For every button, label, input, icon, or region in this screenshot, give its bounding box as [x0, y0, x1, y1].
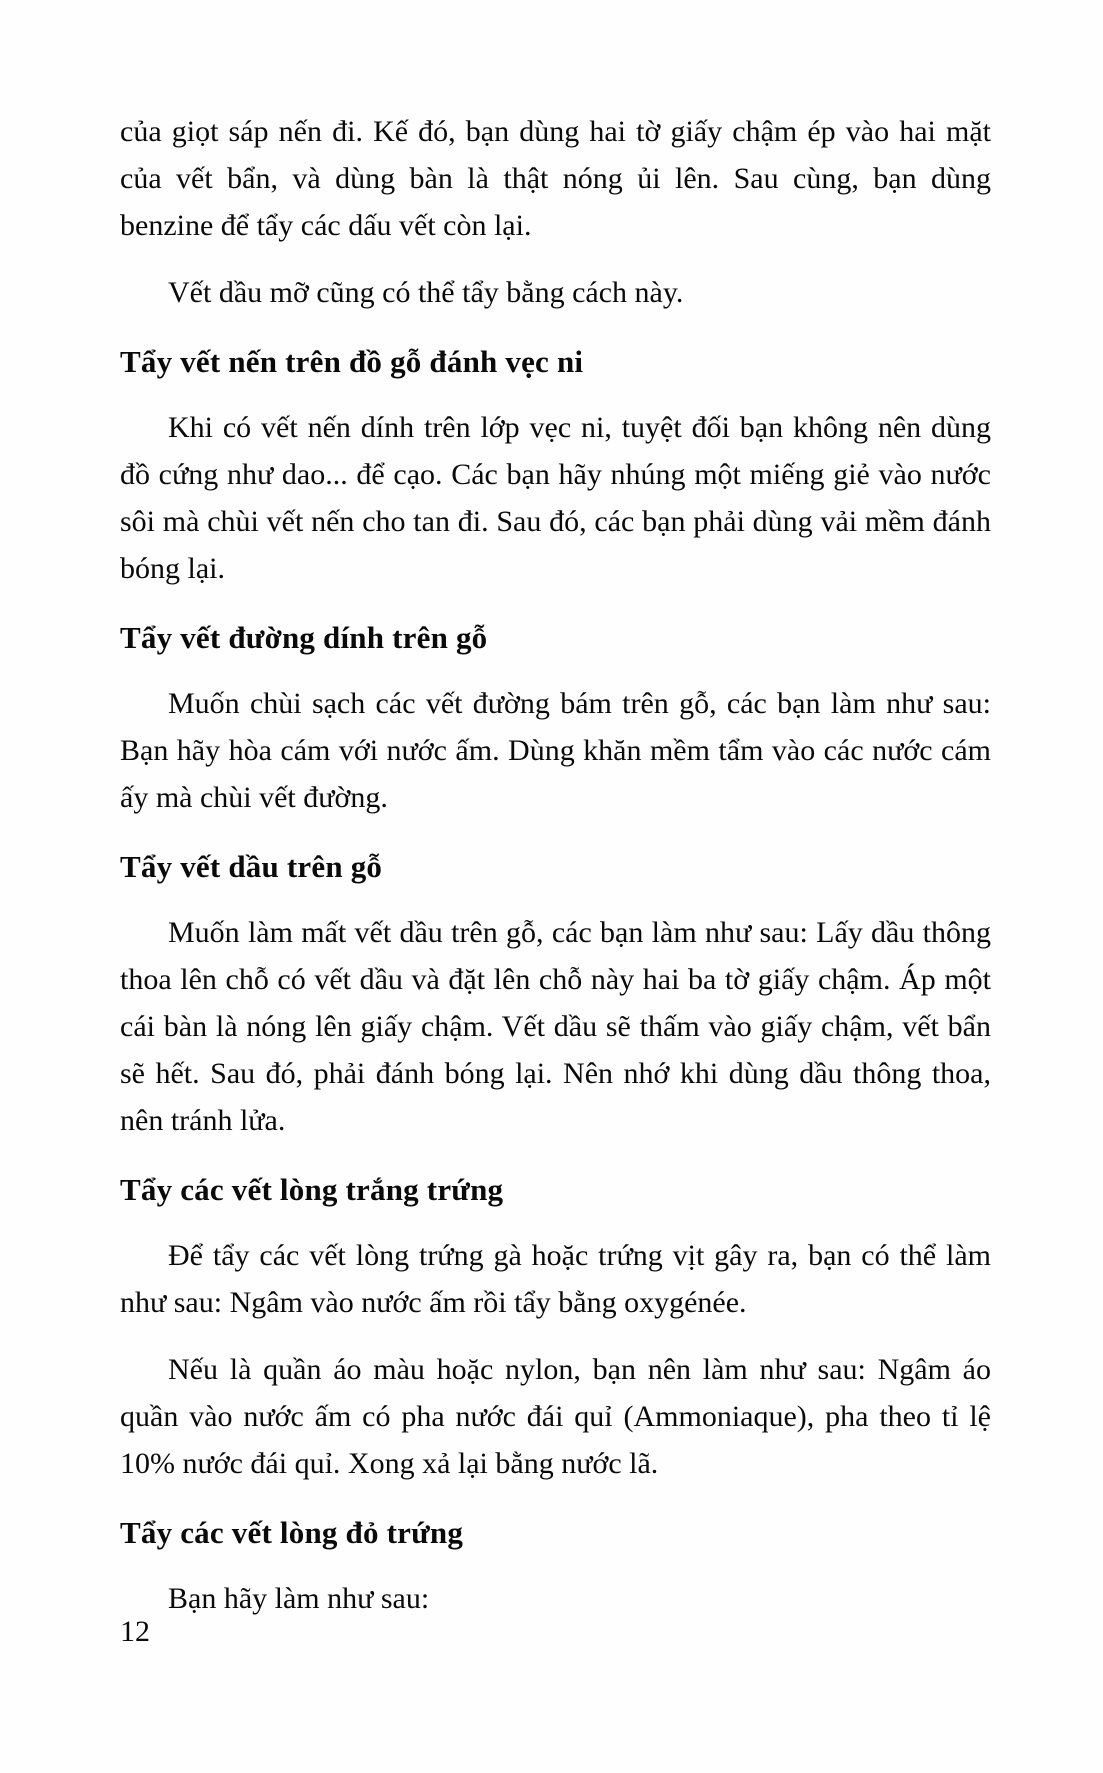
heading-tay-vet-dau-tren-go: Tẩy vết dầu trên gỗ — [120, 849, 383, 884]
page-number: 12 — [120, 1615, 150, 1648]
paragraph-egg-yolk-intro: Bạn hãy làm như sau: — [168, 1582, 430, 1615]
heading-tay-cac-vet-long-trang-trung: Tẩy các vết lòng trắng trứng — [120, 1172, 504, 1207]
paragraph-egg-white-stain: Để tẩy các vết lòng trứng gà hoặc trứng vịt gây ra, bạn có thể làm như sau: Ngâm vào nước ấm rồi tẩy bằng oxygénée. — [120, 1239, 991, 1319]
paragraph-candle-wax-continuation: của giọt sáp nến đi. Kế đó, bạn dùng hai tờ giấy chậm ép vào hai mặt của vết bẩn, và dùng bàn là thật nóng ủi lên. Sau cùng, bạn dùng benzine để tẩy các dấu vết còn lại. — [120, 115, 991, 242]
paragraph-grease-stain-note: Vết dầu mỡ cũng có thể tẩy bằng cách này. — [168, 276, 684, 309]
paragraph-candle-on-varnish: Khi có vết nến dính trên lớp vẹc ni, tuyệt đối bạn không nên dùng đồ cứng như dao... để cạo. Các bạn hãy nhúng một miếng giẻ vào nước sôi mà chùi vết nến cho tan đi. Sau đó, các bạn phải dùng vải mềm đánh bóng lại. — [120, 411, 991, 585]
heading-tay-vet-nen-tren-do-go: Tẩy vết nến trên đồ gỗ đánh vẹc ni — [120, 344, 584, 379]
paragraph-colored-nylon-clothes: Nếu là quần áo màu hoặc nylon, bạn nên làm như sau: Ngâm áo quần vào nước ấm có pha nước đái quỉ (Ammoniaque), pha theo tỉ lệ 10% nước đái quỉ. Xong xả lại bằng nước lã. — [120, 1353, 991, 1480]
heading-tay-cac-vet-long-do-trung: Tẩy các vết lòng đỏ trứng — [120, 1515, 464, 1550]
heading-tay-vet-duong-dinh-tren-go: Tẩy vết đường dính trên gỗ — [120, 620, 488, 655]
paragraph-sugar-stain-on-wood: Muốn chùi sạch các vết đường bám trên gỗ, các bạn làm như sau: Bạn hãy hòa cám với nước ấm. Dùng khăn mềm tẩm vào các nước cám ấy mà chùi vết đường. — [120, 687, 991, 814]
paragraph-oil-stain-on-wood: Muốn làm mất vết dầu trên gỗ, các bạn làm như sau: Lấy dầu thông thoa lên chỗ có vết dầu và đặt lên chỗ này hai ba tờ giấy chậm. Áp một cái bàn là nóng lên giấy chậm. Vết dầu sẽ thấm vào giấy chậm, vết bẩn sẽ hết. Sau đó, phải đánh bóng lại. Nên nhớ khi dùng dầu thông thoa, nên tránh lửa. — [120, 916, 991, 1137]
